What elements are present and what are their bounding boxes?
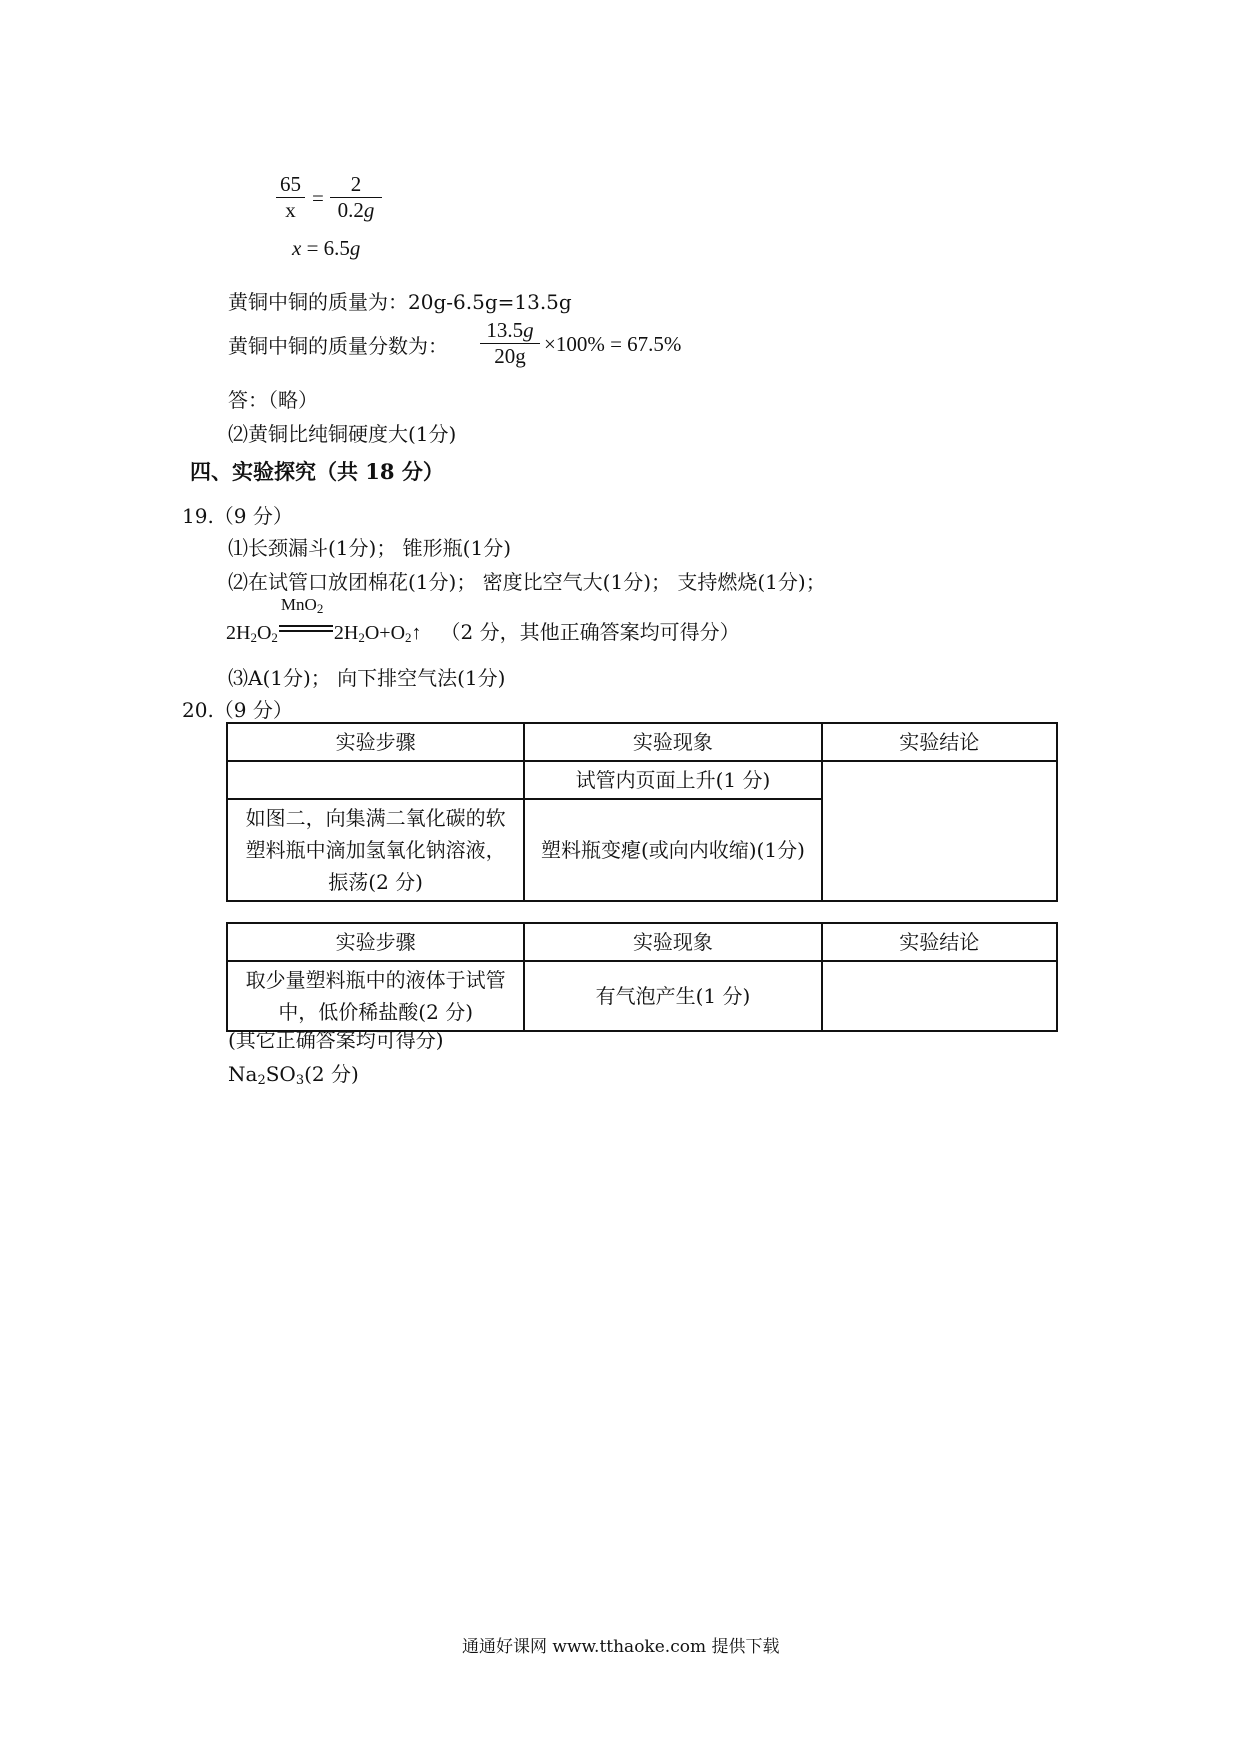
equals-sign: = (312, 186, 324, 210)
denominator-unit: g (363, 198, 375, 222)
double-line-bottom (279, 630, 333, 632)
subscript: 2 (257, 1073, 266, 1088)
numerator-unit: g (523, 318, 534, 342)
table-cell: 试管内页面上升(1 分) (524, 761, 821, 799)
table-cell: 如图二，向集满二氧化碳的软塑料瓶中滴加氢氧化钠溶液，振荡(2 分) (227, 799, 524, 901)
table-header: 实验结论 (822, 723, 1057, 761)
table-header-row (227, 923, 1057, 961)
table-cell: 取少量塑料瓶中的液体于试管中，低价稀盐酸(2 分) (227, 961, 524, 1031)
table-header: 实验现象 (524, 723, 821, 761)
fraction-denominator (334, 198, 379, 223)
equation-note: （2 分，其他正确答案均可得分） (440, 620, 740, 644)
table-cell-conclusion (822, 761, 1057, 901)
catalyst-text: MnO (280, 595, 317, 614)
fraction-numerator (482, 318, 537, 343)
gas-arrow: ↑ (411, 622, 422, 644)
x-result (292, 236, 360, 261)
product: 2H (333, 622, 359, 644)
copper-mass-line: 黄铜中铜的质量为：20g-6.5g=13.5g (228, 290, 572, 314)
subscript: 2 (271, 630, 278, 645)
reaction-arrow (279, 595, 333, 639)
x-value: = 6.5 (301, 236, 350, 260)
section-heading: 四、实验探究（共 18 分） (190, 459, 444, 484)
q20-formula (228, 1058, 359, 1088)
subscript: 2 (405, 630, 412, 645)
fraction-65-over-x (276, 172, 305, 223)
subscript: 2 (358, 630, 365, 645)
part2-line: ⑵黄铜比纯铜硬度大(1分) (228, 422, 457, 446)
chemical-equation (226, 595, 740, 646)
catalyst (281, 595, 323, 617)
footer-credit: 通通好课网 www.tthaoke.com 提供下载 (462, 1637, 780, 1657)
double-line-top (279, 625, 333, 627)
table-header-row (227, 723, 1057, 761)
table-header: 实验步骤 (227, 723, 524, 761)
formula-score: (2 分) (304, 1062, 359, 1086)
fraction-denominator: 20g (494, 344, 526, 368)
numerator-value: 13.5 (486, 318, 524, 342)
fraction-denominator: x (285, 198, 296, 222)
product-o: O+O (364, 622, 406, 644)
percent-result: ×100% = 67.5% (544, 332, 682, 356)
copper-fraction-label: 黄铜中铜的质量分数为： (228, 334, 448, 358)
q20-note: (其它正确答案均可得分) (228, 1028, 444, 1052)
reactant-o: O (256, 622, 272, 644)
table-cell (822, 961, 1057, 1031)
q19-number: 19.（9 分） (182, 504, 293, 528)
table-cell: 有气泡产生(1 分) (524, 961, 821, 1031)
formula-so: SO (265, 1062, 296, 1086)
q19-line2: ⑵在试管口放团棉花(1分)； 密度比空气大(1分)； 支持燃烧(1分)； (228, 570, 826, 594)
fraction-2-over-0.2g (330, 172, 382, 223)
x-unit: g (349, 236, 361, 260)
table-row (227, 761, 1057, 799)
experiment-table-2 (226, 922, 1058, 1032)
table-cell (227, 761, 524, 799)
table-row (227, 961, 1057, 1031)
table-header: 实验现象 (524, 923, 821, 961)
q19-line1: ⑴长颈漏斗(1分)； 锥形瓶(1分) (228, 536, 512, 560)
q19-line3: ⑶A(1分)； 向下排空气法(1分) (228, 666, 506, 690)
reactant: 2H (226, 622, 251, 644)
formula-na: Na (228, 1062, 258, 1086)
table-cell: 塑料瓶变瘪(或向内收缩)(1分) (524, 799, 821, 901)
q20-number: 20.（9 分） (182, 698, 293, 722)
fraction-numerator: 2 (350, 172, 362, 196)
table-header: 实验步骤 (227, 923, 524, 961)
fraction-numerator: 65 (280, 172, 301, 196)
answer-line: 答：（略） (228, 388, 318, 412)
experiment-table-1 (226, 722, 1058, 902)
subscript: 2 (250, 630, 257, 645)
x-variable: x (292, 236, 302, 260)
subscript: 3 (295, 1073, 305, 1088)
table-header: 实验结论 (822, 923, 1057, 961)
fraction-13.5g-over-20g (480, 318, 540, 369)
subscript: 2 (316, 601, 324, 616)
denominator-value: 0.2 (337, 198, 364, 222)
